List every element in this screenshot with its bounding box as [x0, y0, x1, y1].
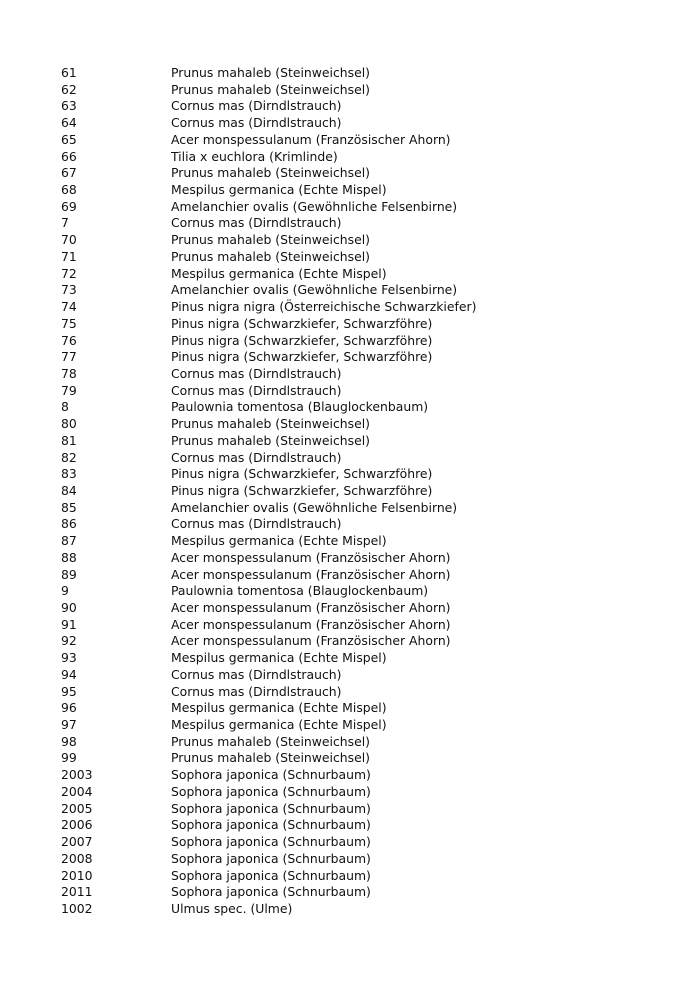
tree-species: Mespilus germanica (Echte Mispel) [171, 182, 387, 198]
table-row [61, 600, 661, 617]
tree-number: 77 [61, 349, 77, 365]
tree-species: Prunus mahaleb (Steinweichsel) [171, 232, 370, 248]
table-row [61, 734, 661, 751]
tree-species: Amelanchier ovalis (Gewöhnliche Felsenbirne) [171, 198, 458, 214]
tree-number: 87 [61, 533, 77, 549]
tree-species: Cornus mas (Dirndlstrauch) [171, 449, 342, 465]
tree-number: 90 [61, 600, 77, 615]
tree-species: Cornus mas (Dirndlstrauch) [171, 365, 342, 381]
tree-species: Sophora japonica (Schnurbaum) [171, 767, 371, 783]
tree-species: Cornus mas (Dirndlstrauch) [171, 115, 342, 131]
tree-species: Mespilus germanica (Echte Mispel) [171, 533, 387, 549]
tree-number: 8 [61, 399, 69, 415]
tree-species: Pinus nigra (Schwarzkiefer, Schwarzföhre) [171, 349, 433, 365]
tree-number: 2003 [61, 767, 93, 783]
table-row [61, 399, 661, 416]
tree-species: Sophora japonica (Schnurbaum) [171, 867, 371, 883]
tree-species: Mespilus germanica (Echte Mispel) [171, 265, 387, 281]
table-row [61, 333, 661, 350]
tree-number: 2008 [61, 850, 93, 866]
tree-number: 62 [61, 81, 77, 97]
table-row [61, 684, 661, 701]
tree-species: Prunus mahaleb (Steinweichsel) [171, 432, 370, 448]
tree-species: Prunus mahaleb (Steinweichsel) [171, 248, 370, 264]
table-row [61, 450, 661, 467]
table-row [61, 349, 661, 366]
table-row [61, 249, 661, 266]
tree-number: 88 [61, 549, 77, 565]
table-row [61, 282, 661, 299]
tree-species: Pinus nigra (Schwarzkiefer, Schwarzföhre) [171, 466, 433, 482]
tree-number: 2011 [61, 884, 93, 900]
table-row [61, 617, 661, 634]
tree-number: 70 [61, 232, 77, 248]
table-row [61, 700, 661, 717]
table-row [61, 533, 661, 550]
tree-species: Amelanchier ovalis (Gewöhnliche Felsenbirne) [171, 282, 458, 298]
tree-species: Pinus nigra (Schwarzkiefer, Schwarzföhre) [171, 315, 433, 331]
tree-number: 80 [61, 416, 77, 432]
table-row [61, 266, 661, 283]
tree-number: 81 [61, 432, 77, 448]
tree-species: Sophora japonica (Schnurbaum) [171, 800, 371, 816]
tree-species: Prunus mahaleb (Steinweichsel) [171, 733, 370, 749]
table-row [61, 383, 661, 400]
tree-species: Sophora japonica (Schnurbaum) [171, 817, 371, 833]
tree-number: 67 [61, 165, 77, 181]
tree-species: Cornus mas (Dirndlstrauch) [171, 382, 342, 398]
tree-number: 89 [61, 566, 77, 582]
table-row [61, 182, 661, 199]
tree-species: Pinus nigra (Schwarzkiefer, Schwarzföhre) [171, 482, 433, 498]
tree-number: 83 [61, 466, 77, 482]
tree-species: Mespilus germanica (Echte Mispel) [171, 650, 387, 666]
tree-species: Mespilus germanica (Echte Mispel) [171, 717, 387, 733]
tree-species: Tilia x euchlora (Krimlinde) [171, 148, 338, 164]
tree-species: Acer monspessulanum (Französischer Ahorn) [171, 616, 451, 632]
tree-species: Acer monspessulanum (Französischer Ahorn) [171, 600, 451, 615]
table-row [61, 366, 661, 383]
table-row [61, 901, 661, 918]
table-row [61, 516, 661, 533]
tree-species: Prunus mahaleb (Steinweichsel) [171, 165, 370, 181]
tree-number: 92 [61, 633, 77, 649]
table-row [61, 633, 661, 650]
tree-number: 75 [61, 315, 77, 331]
tree-number: 65 [61, 131, 77, 147]
tree-number: 72 [61, 265, 77, 281]
tree-species: Sophora japonica (Schnurbaum) [171, 850, 371, 866]
table-row [61, 650, 661, 667]
tree-number: 85 [61, 499, 77, 515]
tree-species: Prunus mahaleb (Steinweichsel) [171, 750, 370, 766]
tree-number: 86 [61, 516, 77, 532]
tree-species: Acer monspessulanum (Französischer Ahorn) [171, 131, 451, 147]
tree-species: Cornus mas (Dirndlstrauch) [171, 666, 342, 682]
tree-species: Sophora japonica (Schnurbaum) [171, 884, 371, 900]
tree-species: Mespilus germanica (Echte Mispel) [171, 700, 387, 716]
tree-number: 69 [61, 198, 77, 214]
tree-species: Sophora japonica (Schnurbaum) [171, 783, 371, 799]
tree-species: Pinus nigra (Schwarzkiefer, Schwarzföhre) [171, 332, 433, 348]
tree-number: 9 [61, 583, 69, 599]
tree-number: 82 [61, 449, 77, 465]
table-row [61, 299, 661, 316]
tree-species: Amelanchier ovalis (Gewöhnliche Felsenbirne) [171, 499, 458, 515]
tree-number: 96 [61, 700, 77, 716]
tree-species: Cornus mas (Dirndlstrauch) [171, 516, 342, 532]
tree-species: Cornus mas (Dirndlstrauch) [171, 683, 342, 699]
tree-number: 93 [61, 650, 77, 666]
tree-number: 84 [61, 482, 77, 498]
table-row [61, 165, 661, 182]
tree-species: Paulownia tomentosa (Blauglockenbaum) [171, 583, 429, 599]
tree-species: Prunus mahaleb (Steinweichsel) [171, 65, 370, 80]
tree-number: 2010 [61, 867, 93, 883]
table-row [61, 483, 661, 500]
tree-number: 94 [61, 666, 77, 682]
table-row [61, 500, 661, 517]
tree-number: 68 [61, 182, 77, 198]
tree-number: 97 [61, 717, 77, 733]
tree-number: 73 [61, 282, 77, 298]
table-row [61, 115, 661, 132]
tree-species-table [61, 65, 661, 918]
table-row [61, 199, 661, 216]
table-row [61, 851, 661, 868]
tree-number: 71 [61, 248, 77, 264]
table-row [61, 65, 661, 82]
table-row [61, 868, 661, 885]
tree-number: 2004 [61, 783, 93, 799]
table-row [61, 132, 661, 149]
table-row [61, 232, 661, 249]
tree-number: 1002 [61, 900, 93, 916]
table-row [61, 82, 661, 99]
tree-number: 61 [61, 65, 77, 80]
table-row [61, 98, 661, 115]
table-row [61, 834, 661, 851]
tree-species: Prunus mahaleb (Steinweichsel) [171, 416, 370, 432]
table-row [61, 583, 661, 600]
tree-number: 79 [61, 382, 77, 398]
table-row [61, 767, 661, 784]
tree-number: 66 [61, 148, 77, 164]
tree-species: Cornus mas (Dirndlstrauch) [171, 98, 342, 114]
tree-number: 2007 [61, 834, 93, 850]
tree-number: 2005 [61, 800, 93, 816]
tree-number: 2006 [61, 817, 93, 833]
tree-number: 63 [61, 98, 77, 114]
table-row [61, 416, 661, 433]
tree-number: 7 [61, 215, 69, 231]
table-row [61, 784, 661, 801]
tree-species: Sophora japonica (Schnurbaum) [171, 834, 371, 850]
tree-species: Acer monspessulanum (Französischer Ahorn) [171, 566, 451, 582]
table-row [61, 801, 661, 818]
table-row [61, 149, 661, 166]
tree-species: Prunus mahaleb (Steinweichsel) [171, 81, 370, 97]
tree-number: 91 [61, 616, 77, 632]
tree-species: Acer monspessulanum (Französischer Ahorn) [171, 549, 451, 565]
table-row [61, 567, 661, 584]
tree-species: Ulmus spec. (Ulme) [171, 900, 293, 916]
table-row [61, 750, 661, 767]
tree-number: 78 [61, 365, 77, 381]
table-row [61, 433, 661, 450]
table-row [61, 717, 661, 734]
table-row [61, 817, 661, 834]
table-row [61, 667, 661, 684]
tree-number: 76 [61, 332, 77, 348]
tree-species: Acer monspessulanum (Französischer Ahorn) [171, 633, 451, 649]
table-row [61, 884, 661, 901]
tree-species: Pinus nigra nigra (Österreichische Schwarzkiefer) [171, 299, 477, 315]
tree-number: 95 [61, 683, 77, 699]
table-row [61, 466, 661, 483]
tree-species: Paulownia tomentosa (Blauglockenbaum) [171, 399, 429, 415]
tree-number: 99 [61, 750, 77, 766]
tree-species: Cornus mas (Dirndlstrauch) [171, 215, 342, 231]
table-row [61, 316, 661, 333]
table-row [61, 215, 661, 232]
tree-number: 98 [61, 733, 77, 749]
table-row [61, 550, 661, 567]
tree-number: 64 [61, 115, 77, 131]
tree-number: 74 [61, 299, 77, 315]
